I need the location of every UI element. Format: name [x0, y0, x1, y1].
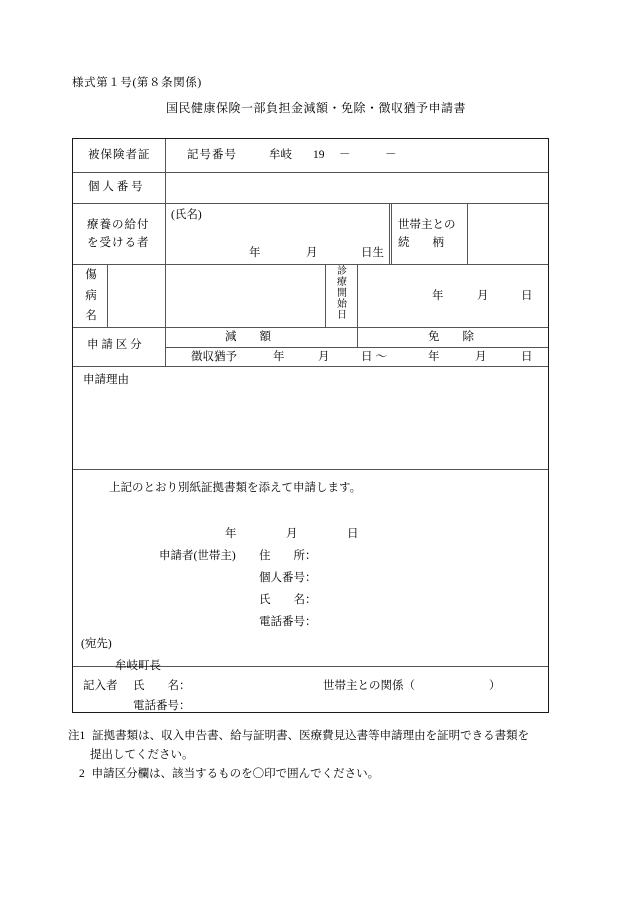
- application-type-deferral-label[interactable]: 徴収猶予: [191, 351, 237, 363]
- form-notes: [68, 727, 568, 784]
- recipient-birth-day: 日生: [361, 247, 384, 259]
- deferral-from-month: 月: [318, 351, 330, 363]
- start-date-label-char-3: 開: [337, 288, 347, 299]
- row-divider-5: [73, 366, 548, 367]
- application-form-table: [72, 138, 549, 713]
- col-divider-start-date-label: [325, 264, 326, 327]
- start-date-label-char-1: 診: [337, 266, 347, 277]
- disease-label-char-3: 名: [85, 310, 97, 322]
- writer-label: 記入者: [83, 680, 118, 692]
- application-type-exemption[interactable]: 免 除: [428, 331, 474, 343]
- recipient-label-line1: 療養の給付: [87, 219, 150, 231]
- application-type-reduction[interactable]: 減 額: [225, 331, 271, 343]
- declaration-date-month: 月: [286, 528, 298, 540]
- col-divider-apptype: [165, 327, 166, 366]
- row-divider-3: [73, 264, 548, 265]
- row-divider-1: [73, 172, 548, 173]
- note-2-line-1: [68, 765, 568, 784]
- deferral-to-day: 日: [521, 351, 533, 363]
- insurance-card-municipality: 牟岐: [269, 149, 292, 161]
- col-divider-disease-label: [107, 264, 108, 327]
- declaration-date-day: 日: [347, 528, 359, 540]
- document-title: 国民健康保険一部負担金減額・免除・徴収猶予申請書: [166, 101, 467, 115]
- application-type-label: 申 請 区 分: [87, 339, 142, 351]
- insurance-card-label: 被保険者証: [88, 149, 151, 161]
- treatment-start-date-label: [331, 267, 353, 321]
- writer-name-label: 氏 名：: [133, 680, 191, 692]
- declaration-statement: 上記のとおり別紙証拠書類を添えて申請します。: [109, 482, 362, 494]
- personal-number-label: 個 人 番 号: [88, 181, 143, 193]
- writer-phone-label: 電話番号：: [133, 700, 191, 712]
- row-divider-6: [73, 469, 548, 470]
- deferral-from-day: 日 ～: [361, 351, 387, 363]
- recipient-birth-month: 月: [306, 247, 318, 259]
- note-1-marker: 注1: [68, 730, 86, 742]
- applicant-mynumber-label: 個人番号：: [259, 572, 317, 584]
- note-1-line-1: [68, 727, 568, 746]
- writer-relation-close-paren: ）: [489, 680, 501, 692]
- addressee-value: 牟岐町長: [115, 660, 161, 672]
- col-divider-name-birth-b: [391, 203, 392, 264]
- note-2-text: 申請区分欄は、該当するものを〇印で囲んでください。: [91, 767, 380, 780]
- insurance-card-dash-2: －: [385, 149, 397, 161]
- col-divider-start-date-value: [357, 264, 358, 327]
- disease-label-char-2: 病: [85, 289, 97, 302]
- insurance-card-field-label: 記号番号: [187, 149, 237, 161]
- declaration-date-year: 年: [225, 528, 237, 540]
- row-divider-4: [73, 327, 548, 328]
- writer-relation-label: 世帯主との関係（: [323, 680, 415, 692]
- recipient-relation-label-line1: 世帯主との: [398, 219, 456, 231]
- applicant-label: 申請者(世帯主): [159, 550, 236, 562]
- deferral-to-year: 年: [428, 351, 440, 363]
- applicant-phone-label: 電話番号：: [259, 616, 317, 628]
- deferral-to-month: 月: [475, 351, 487, 363]
- note-2-marker: 2: [79, 767, 85, 780]
- start-date-label-char-2: 療: [337, 277, 347, 288]
- reason-label: 申請理由: [83, 374, 129, 386]
- disease-name-label: [81, 270, 101, 323]
- start-date-label-char-5: 日: [337, 310, 347, 321]
- row-divider-2: [73, 203, 548, 204]
- form-number: 様式第１号(第８条関係): [72, 77, 202, 89]
- treatment-start-month: 月: [477, 290, 489, 302]
- col-divider-label: [165, 139, 166, 327]
- disease-label-char-1: 傷: [85, 269, 97, 281]
- addressee-label: (宛先): [81, 638, 112, 650]
- insurance-card-dash-1: －: [339, 149, 351, 161]
- row-divider-5a: [165, 347, 548, 348]
- start-date-label-char-4: 始: [337, 299, 347, 310]
- col-divider-reduction-exemption: [357, 327, 358, 347]
- col-divider-relation: [467, 203, 468, 264]
- col-divider-name-birth: [389, 203, 390, 264]
- treatment-start-year: 年: [432, 290, 444, 302]
- treatment-start-day: 日: [521, 290, 533, 302]
- recipient-relation-label-line2: 続 柄: [398, 237, 444, 249]
- recipient-label-line2: を受ける者: [87, 237, 150, 249]
- note-1-text: 証拠書類は、収入申告書、給与証明書、医療費見込書等申請理由を証明できる書類を: [92, 730, 530, 742]
- insurance-card-number[interactable]: 19: [313, 149, 325, 161]
- applicant-name-label: 氏 名：: [259, 594, 317, 606]
- recipient-birth-year: 年: [249, 247, 261, 259]
- deferral-from-year: 年: [273, 351, 285, 363]
- applicant-address-label: 住 所：: [259, 550, 317, 562]
- note-1-line-2: 提出してください。: [90, 748, 194, 761]
- recipient-name-label: (氏名): [171, 209, 202, 221]
- reason-value[interactable]: [83, 395, 533, 460]
